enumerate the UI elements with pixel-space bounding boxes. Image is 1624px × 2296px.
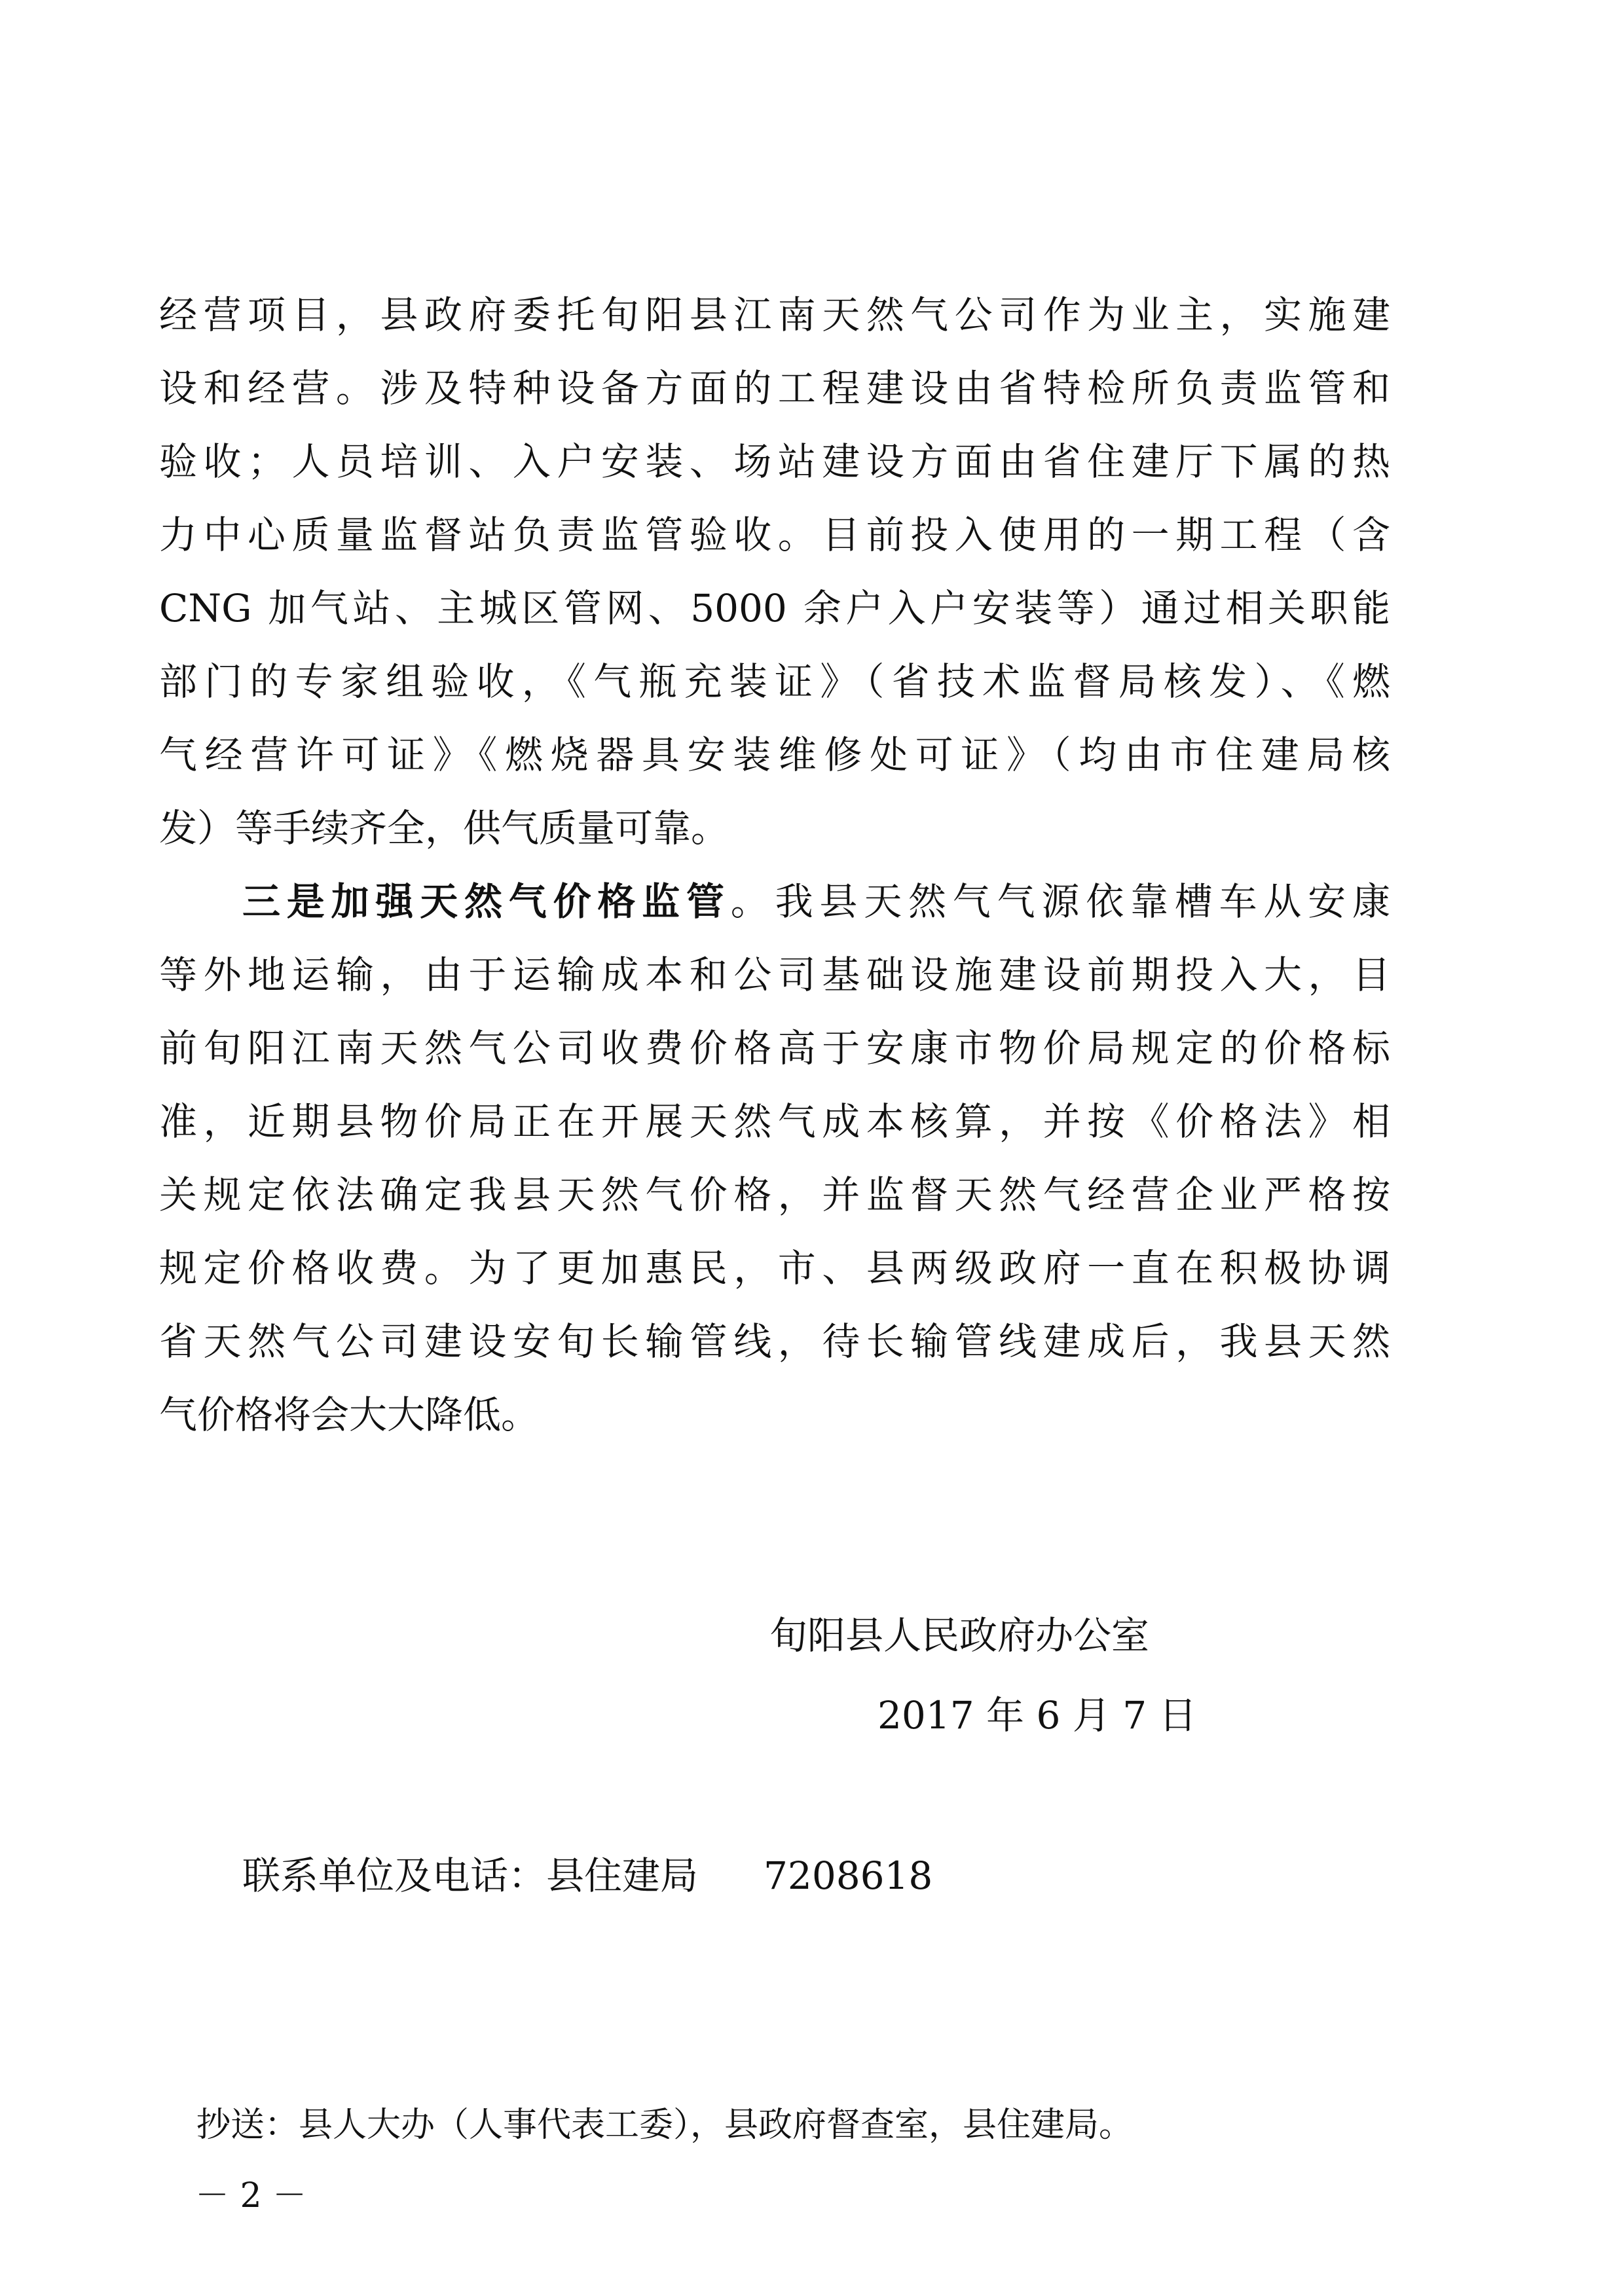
paragraph-1-line-5: CNG 加气站、主城区管网、5000 余户入户安装等）通过相关职能 xyxy=(159,586,1390,630)
paragraph-2-line-3: 前旬阳江南天然气公司收费价格高于安康市物价局规定的价格标 xyxy=(159,1026,1390,1070)
paragraph-1-line-8: 发）等手续齐全，供气质量可靠。 xyxy=(159,806,729,850)
paragraph-2-line-1-rest: 。我县天然气气源依靠槽车从安康 xyxy=(730,879,1390,924)
paragraph-1-line-2: 设和经营。涉及特种设备方面的工程建设由省特检所负责监管和 xyxy=(159,366,1390,410)
paragraph-1-line-6: 部门的专家组验收，《气瓶充装证》（省技术监督局核发）、《燃 xyxy=(159,659,1390,704)
contact-label: 联系单位及电话：县住建局 xyxy=(242,1853,699,1898)
signature-date: 2017 年 6 月 7 日 xyxy=(877,1693,1197,1738)
paragraph-1-line-1: 经营项目，县政府委托旬阳县江南天然气公司作为业主，实施建 xyxy=(159,293,1390,337)
paragraph-2-line-4: 准，近期县物价局正在开展天然气成本核算，并按《价格法》相 xyxy=(159,1099,1390,1144)
cc-line: 抄送：县人大办（人事代表工委），县政府督查室，县住建局。 xyxy=(196,2105,1134,2145)
contact-info xyxy=(242,1850,932,1902)
paragraph-2-line-1 xyxy=(242,865,1390,938)
paragraph-1-line-7: 气经营许可证》《燃烧器具安装维修处可证》（均由市住建局核 xyxy=(159,733,1390,777)
signature-organization: 旬阳县人民政府办公室 xyxy=(769,1613,1150,1658)
paragraph-2-line-8: 气价格将会大大降低。 xyxy=(159,1393,540,1437)
paragraph-1-line-4: 力中心质量监督站负责监管验收。目前投入使用的一期工程（含 xyxy=(159,513,1390,557)
paragraph-2-line-5: 关规定依法确定我县天然气价格，并监督天然气经营企业严格按 xyxy=(159,1173,1390,1217)
paragraph-2-heading: 三是加强天然气价格监管 xyxy=(242,879,731,924)
contact-phone: 7208618 xyxy=(764,1853,933,1898)
paragraph-2-line-7: 省天然气公司建设安旬长输管线，待长输管线建成后，我县天然 xyxy=(159,1319,1390,1364)
paragraph-2-line-6: 规定价格收费。为了更加惠民，市、县两级政府一直在积极协调 xyxy=(159,1246,1390,1290)
paragraph-2-line-2: 等外地运输，由于运输成本和公司基础设施建设前期投入大，目 xyxy=(159,953,1390,997)
paragraph-1-line-3: 验收；人员培训、入户安装、场站建设方面由省住建厅下属的热 xyxy=(159,439,1390,484)
page-number: － 2 － xyxy=(195,2176,307,2215)
